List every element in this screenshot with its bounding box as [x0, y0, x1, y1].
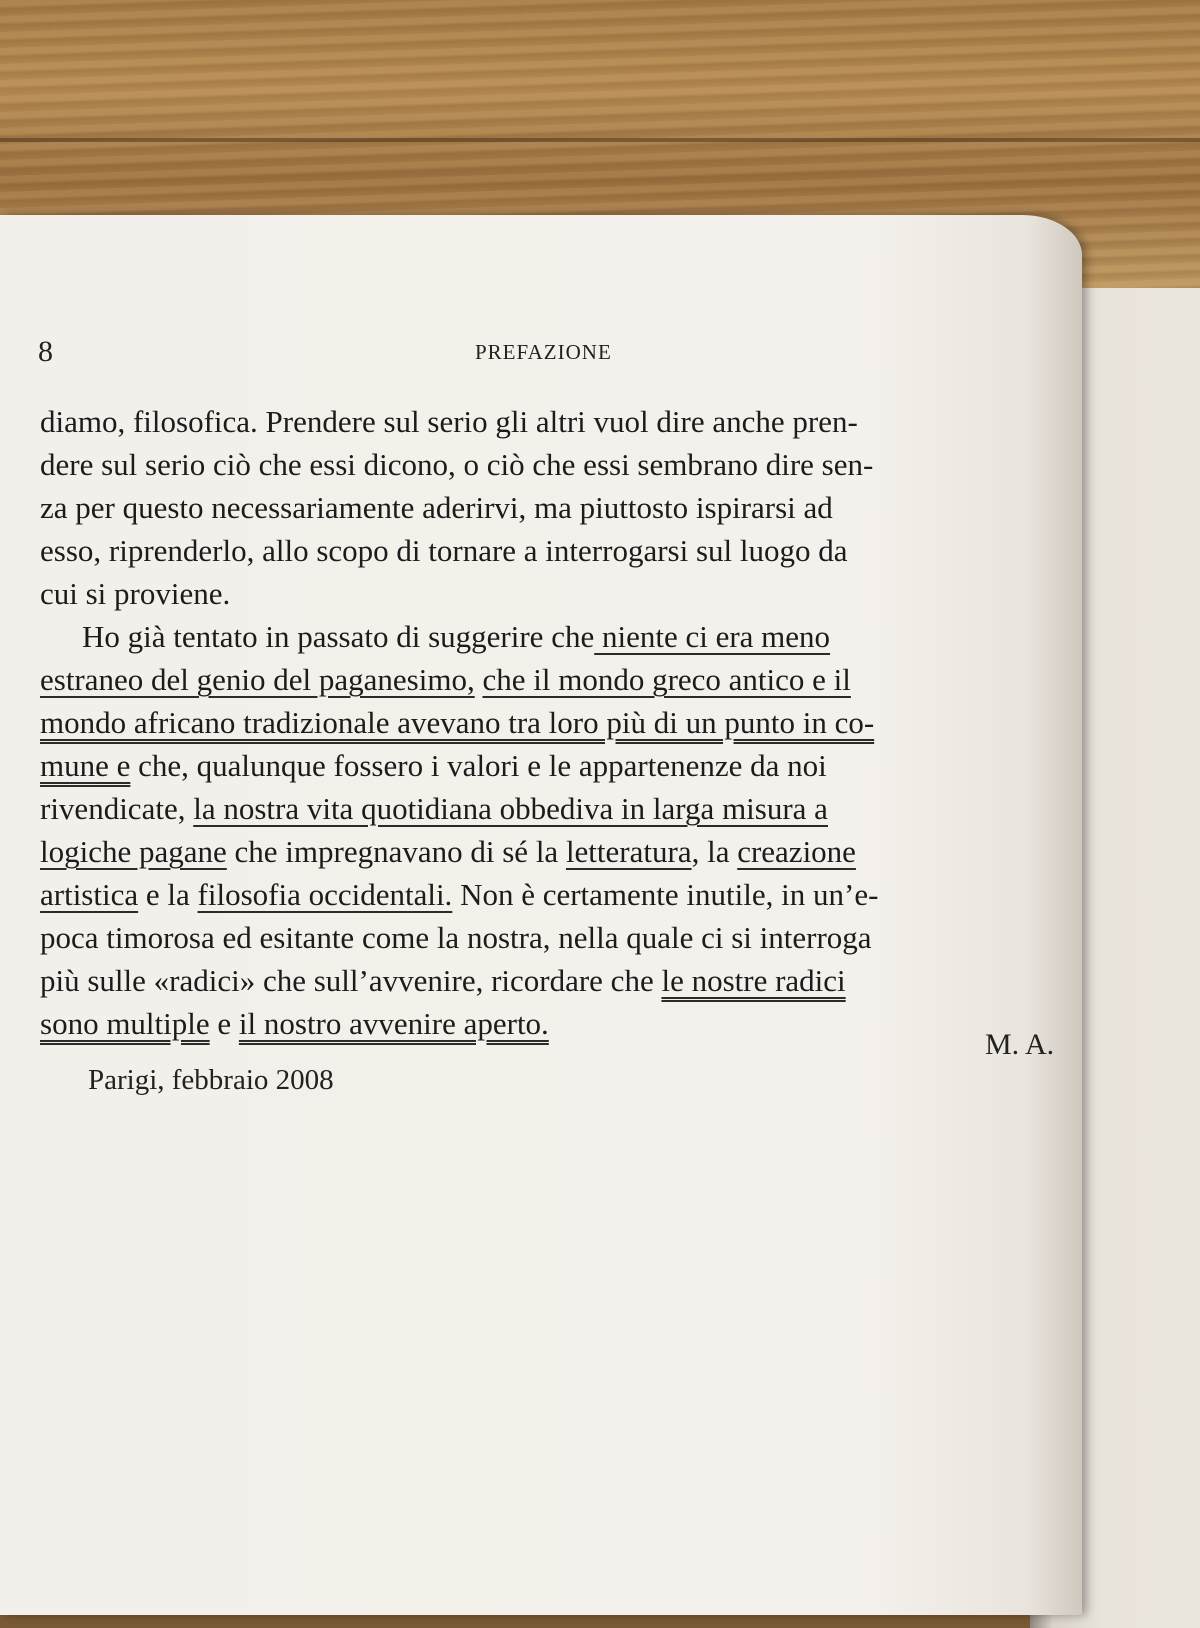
- text-segment: rivendicate,: [40, 791, 194, 826]
- text-segment: e: [209, 1006, 239, 1041]
- text-line: [40, 959, 1050, 1002]
- text-line: [40, 830, 1050, 873]
- text-segment: Ho già tentato in passato di suggerire che: [82, 619, 595, 654]
- text-segment: e la: [138, 877, 198, 912]
- paragraph-1: [40, 400, 1050, 615]
- page-header: [38, 335, 1038, 375]
- underlined-phrase: estraneo del genio del paganesimo,: [40, 662, 475, 697]
- page-number: 8: [38, 335, 53, 368]
- underlined-phrase: filosofia occidentali.: [197, 877, 453, 912]
- text-line: za per questo necessariamente aderirvi, ma piuttosto ispirarsi ad: [40, 490, 833, 525]
- underlined-phrase: letteratura: [565, 834, 692, 869]
- double-underlined-phrase: sono multiple: [40, 1006, 210, 1041]
- text-segment: che impregnavano di sé la: [226, 834, 566, 869]
- text-line: [40, 873, 1050, 916]
- text-line: diamo, filosofica. Prendere sul serio gli altri vuol dire anche pren-: [40, 404, 858, 439]
- author-initials: M. A.: [985, 1028, 1055, 1061]
- text-line: [40, 916, 1050, 959]
- text-segment: più sulle «radici» che sull’avvenire, ricordare che: [40, 963, 662, 998]
- text-line: [40, 658, 1050, 701]
- double-underlined-phrase: il nostro avvenire aperto.: [238, 1006, 549, 1041]
- text-line: [40, 1002, 1050, 1045]
- text-line: [40, 701, 1050, 744]
- text-line: esso, riprenderlo, allo scopo di tornare a interrogarsi sul luogo da: [40, 533, 848, 568]
- underlined-phrase: creazione: [737, 834, 856, 869]
- underlined-phrase: la nostra vita quotidiana obbediva in larga misura a: [193, 791, 828, 826]
- text-segment: poca timorosa ed esitante come la nostra, nella quale ci si interroga: [40, 920, 872, 955]
- paragraph-2: [40, 615, 1050, 1045]
- underlined-phrase: artistica: [40, 877, 139, 912]
- text-segment: che, qualunque fossero i valori e le appartenenze da noi: [130, 748, 827, 783]
- text-line: [40, 615, 1050, 658]
- underlined-phrase: niente ci era meno: [594, 619, 831, 654]
- text-line: cui si proviene.: [40, 576, 231, 611]
- text-segment: , la: [691, 834, 738, 869]
- body-text: [40, 400, 1050, 1045]
- text-line: [40, 787, 1050, 830]
- text-segment: Non è certamente inutile, in un’e-: [452, 877, 879, 912]
- table-seam: [0, 138, 1200, 142]
- underlined-phrase: logiche pagane: [40, 834, 227, 869]
- running-title: PREFAZIONE: [475, 340, 612, 364]
- underlined-phrase: che il mondo greco antico e il: [482, 662, 851, 697]
- double-underlined-phrase: mondo africano tradizionale avevano tra loro più di un punto in co-: [40, 705, 875, 740]
- double-underlined-phrase: le nostre radici: [661, 963, 846, 998]
- double-underlined-phrase: mune e: [40, 748, 131, 783]
- text-line: dere sul serio ciò che essi dicono, o ciò che essi sembrano dire sen-: [40, 447, 874, 482]
- text-line: [40, 744, 1050, 787]
- place-date-line: Parigi, febbraio 2008: [88, 1064, 334, 1096]
